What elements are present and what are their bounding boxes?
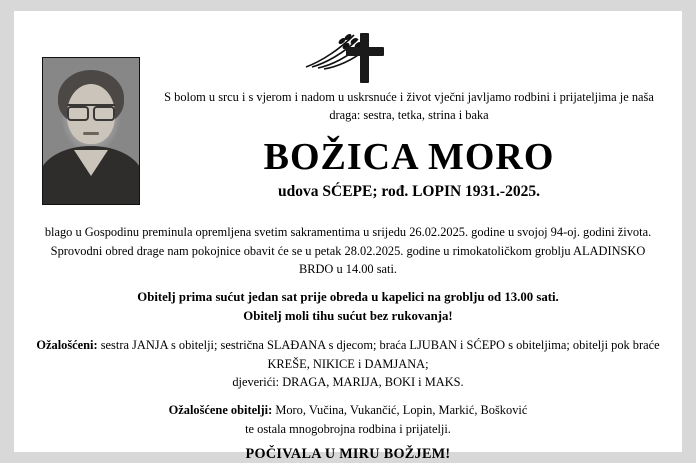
families-line-1 <box>32 401 664 420</box>
mourners-line-1 <box>32 336 664 373</box>
condolences-notice <box>32 288 664 326</box>
cross-and-wheat-icon <box>288 27 408 85</box>
condolences-line-1: Obitelj prima sućut jedan sat prije obreda u kapelici na groblju od 13.00 sati. <box>137 289 559 304</box>
header-block <box>150 89 668 209</box>
mourners-text: sestra JANJA s obitelji; sestrična SLAĐANA s djecom; braća LJUBAN i SĆEPO s obiteljima; obitelji pok braće KREŠE, NIKICE i DAMJANA; <box>97 338 660 371</box>
body-block <box>32 223 664 463</box>
deceased-name: BOŽICA MORO <box>263 135 555 178</box>
obituary-card <box>14 11 682 463</box>
main-paragraph: blago u Gospodinu preminula opremljena svetim sakramentima u srijedu 26.02.2025. godine u svojoj 94-oj. godini života. Sprovodni obred drage nam pokojnice obavit će se u petak 28.02.2025. godine u rimokatoličkom groblju ALADINSKO BRDO u 14.00 sati. <box>44 225 652 277</box>
mourners-line-2: djeverići: DRAGA, MARIJA, BOKI i MAKS. <box>232 375 464 390</box>
glasses-icon <box>67 104 115 118</box>
families-label: Ožalošćene obitelji: <box>168 403 273 418</box>
deceased-subtitle: udova SĆEPE; rođ. LOPIN 1931.-2025. <box>278 182 540 200</box>
condolences-line-2: Obitelj moli tihu sućut bez rukovanja! <box>243 309 453 324</box>
mourners-label: Ožalošćeni: <box>36 338 98 353</box>
intro-text: S bolom u srcu i s vjerom i nadom u uskrsnuće i život vječni javljamo rodbini i prijateljima je naša draga: sestra, tetka, strina i baka <box>164 90 654 122</box>
families-block <box>32 401 664 438</box>
mourners-block <box>32 336 664 392</box>
closing-text: POČIVALA U MIRU BOŽJEM! <box>245 446 451 463</box>
families-text: Moro, Vučina, Vukančić, Lopin, Markić, Bošković <box>272 403 528 418</box>
avatar <box>42 57 140 205</box>
families-line-2: te ostala mnogobrojna rodbina i prijatelji. <box>245 421 451 436</box>
portrait-mouth <box>83 132 99 135</box>
